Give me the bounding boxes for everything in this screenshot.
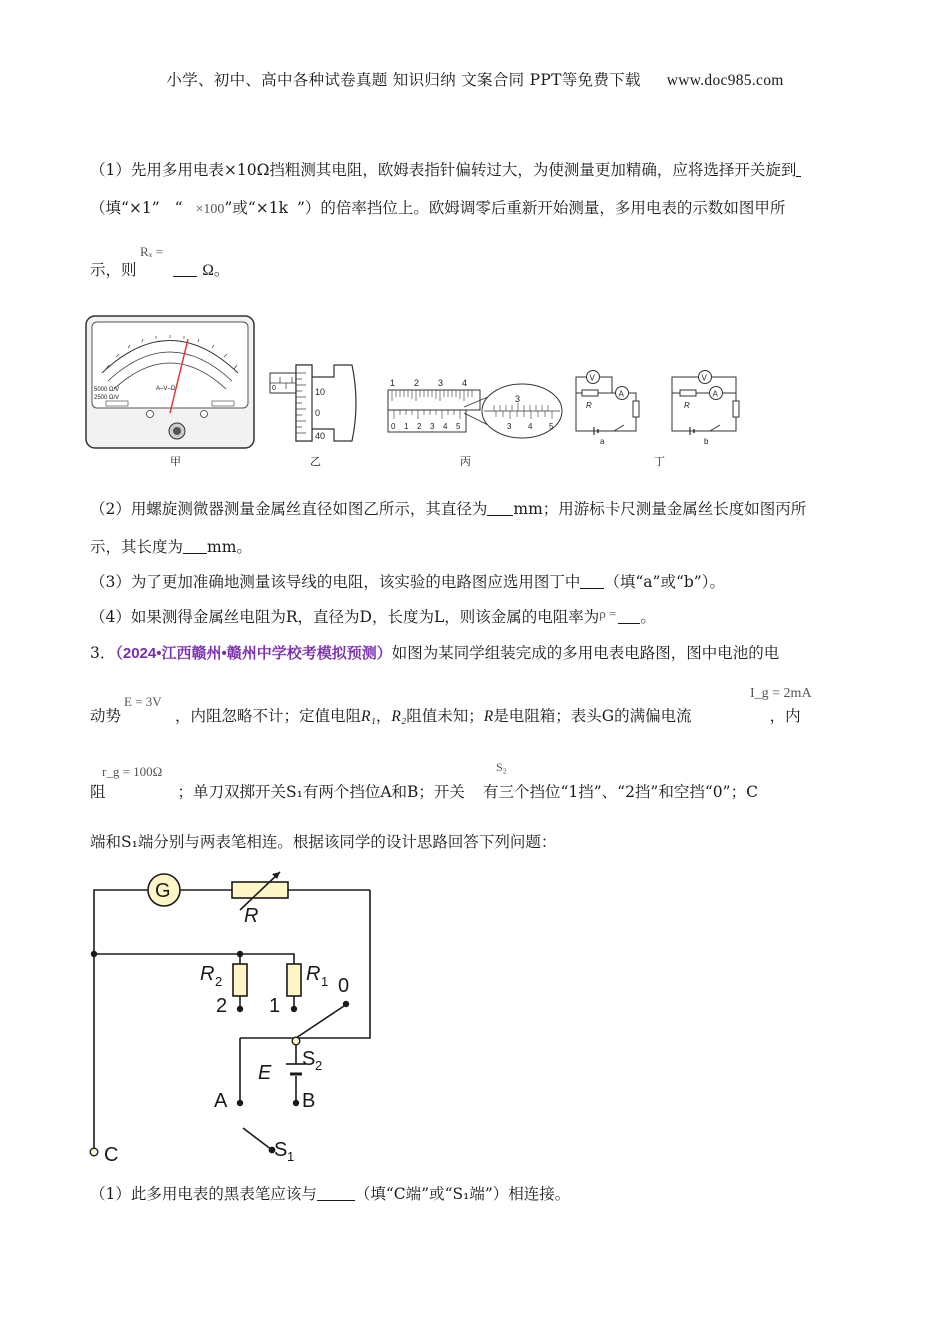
caliper-zoom-b3: 3 xyxy=(507,422,512,431)
label-s1-sub: 1 xyxy=(287,1149,295,1164)
q1-blank-rx xyxy=(173,261,197,277)
q1-period: 。 xyxy=(213,261,230,279)
q3-text-b: （填“a”或“b”）。 xyxy=(604,573,725,591)
p3-line1-text: 如图为某同学组装完成的多用电表电路图，图中电池的电 xyxy=(391,644,780,662)
caption-yi: 乙 xyxy=(310,456,321,468)
p3-line3 xyxy=(90,760,758,802)
caliper-main-2: 2 xyxy=(414,378,420,388)
q3-blank xyxy=(580,573,604,589)
circuit-a-figure xyxy=(576,371,639,447)
caliper-vernier-2: 2 xyxy=(417,422,422,431)
circuit-b-label: b xyxy=(704,437,709,446)
p3-line2-a: 动势 xyxy=(90,707,122,725)
label-s2-sub: 2 xyxy=(315,1058,323,1073)
multimeter-figure xyxy=(86,316,254,468)
label-g: G xyxy=(155,880,171,902)
q2-line1 xyxy=(90,497,806,519)
caliper-zoom-b4: 4 xyxy=(528,422,533,431)
p3-line2-c: ， xyxy=(375,707,392,725)
ig-formula: I_g = 2mA xyxy=(750,686,812,701)
label-r2: R xyxy=(200,963,215,985)
p3-line2-f: ，内 xyxy=(769,707,801,725)
q1-line2-e: ”）的倍率挡位上。欧姆调零后重新开始测量，多用电表的示数如图甲所 xyxy=(296,199,786,217)
circuit-b-ammeter: A xyxy=(712,389,718,399)
figure-row xyxy=(84,313,774,473)
q4-text-a: （4）如果测得金属丝电阻为R，直径为D，长度为L，则该金属的电阻率为 xyxy=(90,608,600,626)
label-pos0: 0 xyxy=(338,975,350,997)
circuit-b-r: R xyxy=(684,401,690,410)
q3-text-a: （3）为了更加准确地测量该导线的电阻，该实验的电路图应选用图丁中 xyxy=(90,573,581,591)
caption-jia: 甲 xyxy=(170,456,181,468)
p3-r: R xyxy=(483,708,494,725)
p3q1-text-b: （填“C端”或“S₁端”）相连接。 xyxy=(354,1185,571,1203)
caliper-vernier-0: 0 xyxy=(391,422,396,431)
caption-ding: 丁 xyxy=(654,456,665,468)
rg-formula: r_g = 100Ω xyxy=(102,764,163,779)
micrometer-tick-10: 10 xyxy=(315,387,326,397)
caption-bing: 丙 xyxy=(460,456,471,468)
label-pos2: 2 xyxy=(216,995,228,1017)
switch-s2-pivot xyxy=(292,1037,300,1045)
resistor-r1-symbol xyxy=(287,964,301,996)
circuit-a-ammeter: A xyxy=(618,389,624,399)
p3-r1: R₁ xyxy=(361,708,376,725)
p3-number: 3． xyxy=(90,644,116,662)
q1-line3 xyxy=(90,244,230,280)
micrometer-tick-0: 0 xyxy=(315,408,321,418)
q2-line2 xyxy=(90,535,252,557)
caliper-vernier-5: 5 xyxy=(456,422,461,431)
page-header xyxy=(0,68,950,90)
q1-line2-b: “ xyxy=(174,199,183,217)
micrometer-small-0: 0 xyxy=(272,385,276,392)
p3-line4 xyxy=(90,830,556,852)
q1-line2-a: （填“×1” xyxy=(90,199,160,217)
header-url: www.doc985.com xyxy=(666,72,784,89)
q4-line xyxy=(90,605,656,627)
circuit-a-voltmeter: V xyxy=(589,373,595,383)
q2-line1-a: （2）用螺旋测微器测量金属丝直径如图乙所示，其直径为 xyxy=(90,500,488,518)
micrometer-figure xyxy=(270,365,356,468)
meter-label-3: A–V–Ω xyxy=(156,386,176,392)
label-a: A xyxy=(214,1090,228,1112)
p3-line4-text: 端和S₁端分别与两表笔相连。根据该同学的设计思路回答下列问题： xyxy=(90,833,557,851)
emf-formula: E = 3V xyxy=(124,694,162,709)
meter-label-1: 5000 Ω/V xyxy=(94,387,120,393)
circuit-a-label: a xyxy=(600,437,605,446)
header-text: 小学、初中、高中各种试卷真题 知识归纳 文案合同 PPT等免费下载 xyxy=(166,71,641,89)
p3-source: （2024•江西赣州•赣州中学校考模拟预测） xyxy=(115,645,392,662)
caliper-main-3: 3 xyxy=(438,378,444,388)
p3-line2-b: ，内阻忽略不计；定值电阻 xyxy=(175,707,362,725)
p3-line2 xyxy=(90,686,812,726)
p3-line2-d: 阻值未知； xyxy=(406,707,484,725)
p3-line1 xyxy=(90,641,779,663)
q4-text-b: 。 xyxy=(640,608,656,626)
p3q1-line xyxy=(90,1182,570,1204)
q4-blank xyxy=(618,608,640,624)
p3-line3-a: 阻 xyxy=(90,783,106,801)
label-c: C xyxy=(104,1144,119,1166)
label-r1: R xyxy=(306,963,321,985)
caliper-vernier-1: 1 xyxy=(404,422,409,431)
label-e: E xyxy=(258,1062,272,1084)
meter-label-2: 2500 Ω/V xyxy=(94,395,120,401)
multimeter-circuit xyxy=(80,862,400,1174)
caliper-vernier-3: 3 xyxy=(430,422,435,431)
s2-formula: S₂ xyxy=(496,760,507,774)
label-b: B xyxy=(302,1090,316,1112)
q1-ohm-unit: Ω xyxy=(202,262,214,279)
q1-line2 xyxy=(90,196,785,218)
q2-blank-length xyxy=(183,538,207,554)
q1-line3-a: 示，则 xyxy=(90,261,137,279)
p3-line3-b: ；单刀双掷开关S₁有两个挡位A和B；开关 xyxy=(177,783,465,801)
caliper-figure xyxy=(388,378,562,468)
label-r1-sub: 1 xyxy=(321,974,329,989)
label-pos1: 1 xyxy=(269,995,281,1017)
caliper-zoom-b5: 5 xyxy=(549,422,554,431)
resistor-r2-symbol xyxy=(233,964,247,996)
p3q1-text-a: （1）此多用电表的黑表笔应该与 xyxy=(90,1185,317,1203)
q2-line1-b: mm；用游标卡尺测量金属丝长度如图丙所 xyxy=(513,500,807,518)
caliper-main-4: 4 xyxy=(462,378,468,388)
p3-r2: R₂ xyxy=(391,708,407,725)
label-s1: S xyxy=(274,1139,288,1161)
circuit-b-voltmeter: V xyxy=(701,373,707,383)
q1-line1 xyxy=(90,158,801,180)
q1-blank-1 xyxy=(796,161,801,177)
circuit-a-r: R xyxy=(586,401,592,410)
rx-formula: Rₓ = xyxy=(140,244,164,259)
rho-formula: ρ = xyxy=(599,606,617,621)
caliper-vernier-4: 4 xyxy=(443,422,448,431)
caliper-zoom-top: 3 xyxy=(515,394,521,404)
p3q1-blank xyxy=(317,1185,355,1201)
q2-line2-b: mm。 xyxy=(207,538,252,556)
caliper-main-1: 1 xyxy=(390,378,396,388)
q1-line1-text: （1）先用多用电表×10Ω挡粗测其电阻，欧姆表指针偏转过大，为使测量更加精确，应将选择开关旋到 xyxy=(90,161,797,179)
q2-blank-diameter xyxy=(487,500,513,516)
label-r2-sub: 2 xyxy=(215,974,223,989)
label-r: R xyxy=(244,905,259,927)
micrometer-tick-40: 40 xyxy=(315,431,326,441)
q1-x100: ×100 xyxy=(195,202,225,217)
q2-line2-a: 示，其长度为 xyxy=(90,538,184,556)
p3-line2-e: 是电阻箱；表头G的满偏电流 xyxy=(493,707,692,725)
terminal-c xyxy=(90,1148,98,1156)
q3-line xyxy=(90,570,725,592)
p3-line3-c: 有三个挡位“1挡”、“2挡”和空挡“0”；C xyxy=(482,783,758,801)
circuit-b-figure xyxy=(654,371,739,469)
q1-line2-d: ”或“×1k xyxy=(224,199,289,217)
label-s2: S xyxy=(302,1048,316,1070)
